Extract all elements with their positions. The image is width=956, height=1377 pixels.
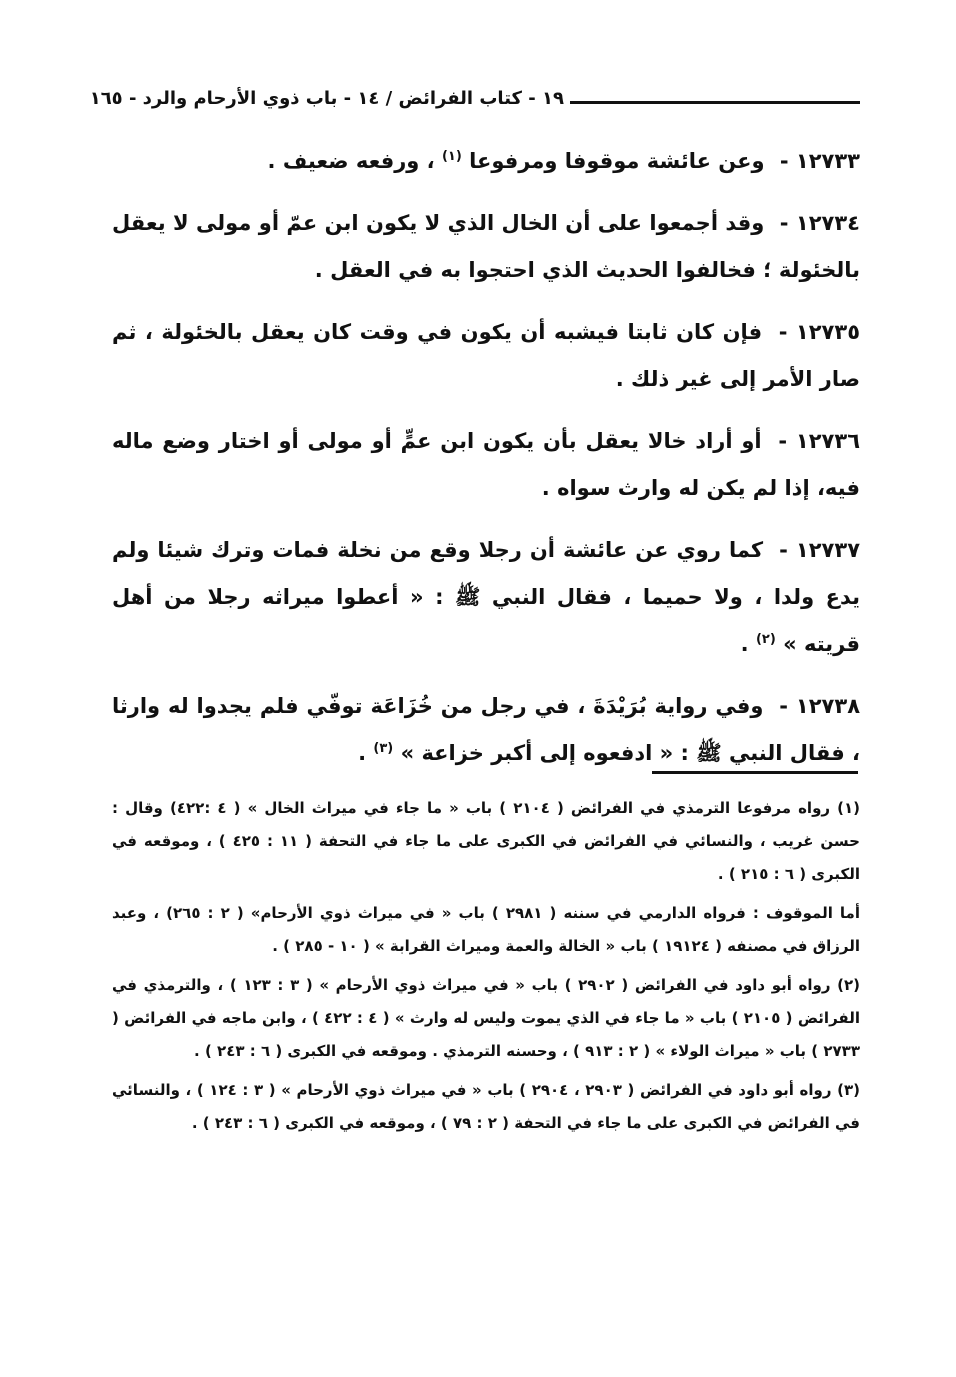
footnotes xyxy=(112,792,860,1142)
footnote-1-continued: أما الموقوف : فرواه الدارمي في سننه ( ٢٩٨١ ) باب « في ميراث ذوي الأرحام» ( ٢ : ٢٦٥) ، وعبد الرزاق في مصنفه ( ١٩١٢٤ ) باب « الخالة والعمة وميراث القرابة » ( ١٠ - ٢٨٥ ) . xyxy=(112,904,860,955)
paragraph-12738 xyxy=(112,683,860,777)
paragraph-text: فإن كان ثابتا فيشبه أن يكون في وقت كان يعقل بالخئولة ، ثم صار الأمر إلى غير ذلك . xyxy=(112,320,860,391)
paragraph-text: أو أراد خالا يعقل بأن يكون ابن عمٍّ أو مولى أو اختار وضع ماله فيه، إذا لم يكن له وارث سواه . xyxy=(112,429,860,500)
paragraph-number: ١٢٧٣٦ - xyxy=(778,429,861,453)
footnote-ref[interactable]: (٢) xyxy=(755,632,776,647)
paragraph-number: ١٢٧٣٤ - xyxy=(779,211,860,235)
paragraph-text-end: . xyxy=(740,632,749,656)
paragraph-12735 xyxy=(112,309,860,403)
paragraph-12733 xyxy=(112,138,860,185)
paragraph-text: كما روي عن عائشة أن رجلا وقع من نخلة فمات وترك شيئا ولم يدع ولدا ، ولا حميما ، فقال النبي ﷺ : « أعطوا ميراثه رجلا من أهل قريته » xyxy=(112,538,860,656)
footnote-ref[interactable]: (١) xyxy=(441,149,462,164)
paragraph-12737 xyxy=(112,527,860,668)
footnote-ref[interactable]: (٣) xyxy=(373,741,394,756)
footnote-separator xyxy=(652,771,858,774)
paragraph-text-end: ، ورفعه ضعيف . xyxy=(267,149,435,173)
paragraph-number: ١٢٧٣٣ - xyxy=(779,149,860,173)
footnote-2: (٢) رواه أبو داود في الفرائض ( ٢٩٠٢ ) باب « في ميراث ذوي الأرحام » ( ٣ : ١٢٣ ) ، والترمذي في الفرائض ( ٢١٠٥ ) باب « ما جاء في الذي يموت وليس له وارث » ( ٤ : ٤٢٢ ) ، وابن ماجه في الفرائض ( ٢٧٣٣ ) باب « ميراث الولاء » ( ٢ : ٩١٣ ) ، وحسنه الترمذي . وموقعه في الكبرى ( ٦ : ٢٤٣ ) . xyxy=(112,976,860,1060)
header-rule xyxy=(570,101,860,104)
paragraph-number: ١٢٧٣٥ - xyxy=(778,320,861,344)
running-title: ١٩ - كتاب الفرائض / ١٤ - باب ذوي الأرحام والرد - ١٦٥ xyxy=(89,88,564,109)
footnote-3: (٣) رواه أبو داود في الفرائض ( ٢٩٠٣ ، ٢٩٠٤ ) باب « في ميراث ذوي الأرحام » ( ٣ : ١٢٤ ) ، والنسائي في الفرائض في الكبرى على ما جاء في التحفة ( ٢ : ٧٩ ) ، وموقعه في الكبرى ( ٦ : ٢٤٣ ) . xyxy=(112,1081,860,1132)
paragraph-text-end: . xyxy=(358,741,367,765)
main-text xyxy=(112,138,860,792)
paragraph-number: ١٢٧٣٧ - xyxy=(779,538,861,562)
paragraph-text: وقد أجمعوا على أن الخال الذي لا يكون ابن عمّ أو مولى لا يعقل بالخئولة ؛ فخالفوا الحديث الذي احتجوا به في العقل . xyxy=(112,211,860,282)
footnote-1: (١) رواه مرفوعا الترمذي في الفرائض ( ٢١٠٤ ) باب « ما جاء في ميراث الخال » ( ٤ :٤٢٢) وقال : حسن غريب ، والنسائي في الفرائض في الكبرى على ما جاء في التحفة ( ١١ : ٤٢٥ ) ، وموقعه في الكبرى ( ٦ : ٢١٥ ) . xyxy=(112,799,860,883)
paragraph-12734 xyxy=(112,200,860,294)
paragraph-number: ١٢٧٣٨ - xyxy=(779,694,861,718)
paragraph-text: وفي رواية بُرَيْدَةَ ، في رجل من خُزَاعَة توفّي فلم يجدوا له وارثا ، فقال النبي ﷺ : « ادفعوه إلى أكبر خزاعة » xyxy=(112,694,860,765)
paragraph-12736 xyxy=(112,418,860,512)
paragraph-text: وعن عائشة موقوفا ومرفوعا xyxy=(469,149,765,173)
page-header xyxy=(89,88,860,118)
